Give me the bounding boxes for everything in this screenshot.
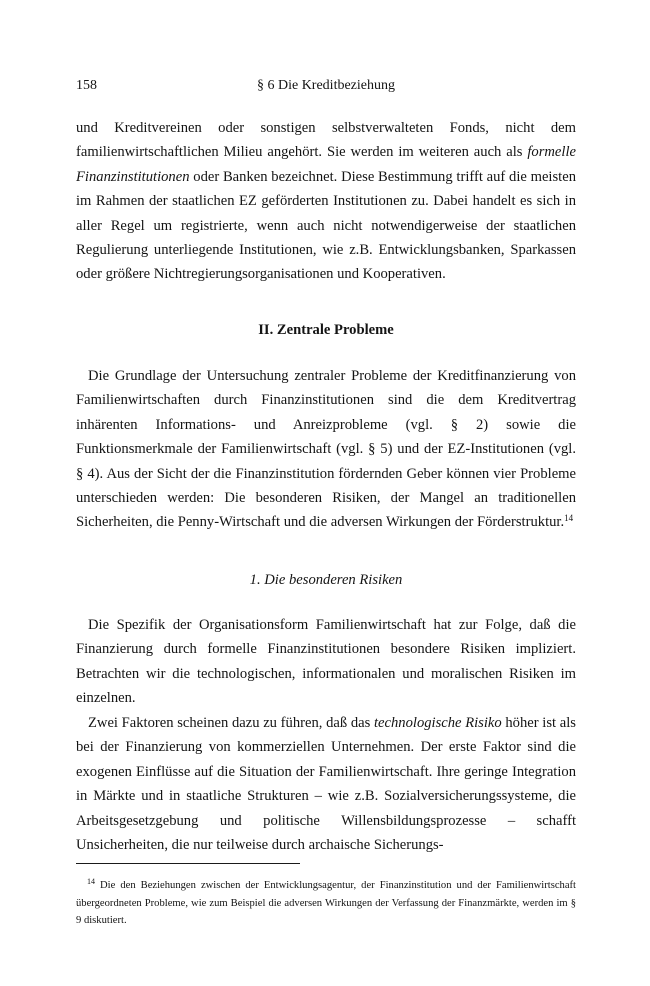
paragraph-text: höher ist als bei der Finanzierung von kommerziellen Unternehmen. Der erste Faktor sind die exogenen Einflüsse auf die Situation der Familienwirtschaft. Ihre geringe Integration in Märkte und in staatliche Strukturen – wie z.B. Sozialversicherungssysteme, die Arbeitsgesetzgebung und politische Willensbildungsprozesse – schafft Unsicherheiten, die nur teilweise durch archaische Sicherungs- (76, 715, 576, 854)
footnote-number: 14 (87, 877, 95, 886)
page-header (76, 78, 576, 98)
page-number: 158 (76, 78, 97, 93)
paragraph-text: Zwei Faktoren scheinen dazu zu führen, daß das (88, 715, 374, 731)
running-head: § 6 Die Kreditbeziehung (256, 78, 395, 93)
paragraph-problems (76, 364, 576, 535)
paragraph-continuation (76, 116, 576, 287)
paragraph-text: und Kreditvereinen oder sonstigen selbstverwalteten Fonds, nicht dem familienwirtschaftlichen Milieu angehört. Sie werden im weiteren auch als (76, 120, 576, 161)
paragraph-text: Die Grundlage der Untersuchung zentraler Probleme der Kreditfinanzierung von Familienwirtschaften durch Finanzinstitutionen sind die dem Kreditvertrag inhärenten Informations- und Anreizprobleme (vgl. § 2) sowie die Funktionsmerkmale der Familienwirtschaft (vgl. § 5) und der EZ-Institutionen (vgl. § 4). Aus der Sicht der die Finanzinstitution fördernden Geber können vier Probleme unterschieden werden: Die besonderen Risiken, der Mangel an traditionellen Sicherheiten, die Penny-Wirtschaft und die adversen Wirkungen der Förderstruktur. (76, 368, 576, 531)
footnote-divider (76, 863, 300, 864)
emphasis-term: formelle Finanzinstitutionen (76, 144, 576, 185)
footnote (76, 877, 576, 930)
paragraph-risks-intro: Die Spezifik der Organisationsform Familienwirtschaft hat zur Folge, daß die Finanzierung durch formelle Finanzinstitutionen besondere Risiken impliziert. Betrachten wir die technologischen, informationalen und moralischen Risiken im einzelnen. (76, 617, 576, 707)
emphasis-term: technologische Risiko (373, 715, 502, 731)
subsection-heading: 1. Die besonderen Risiken (249, 572, 403, 588)
footnote-text: Die den Beziehungen zwischen der Entwicklungsagentur, der Finanzinstitution und der Familienwirtschaft übergeordneten Probleme, wie zum Beispiel die adversen Wirkungen der Verfassung der Finanzmärkte, werden im § 9 diskutiert. (76, 880, 576, 927)
footnote-reference[interactable]: 14 (564, 513, 574, 524)
paragraph-technological-risk (76, 711, 576, 857)
paragraph-text: oder Banken bezeichnet. Diese Bestimmung trifft auf die meisten im Rahmen der staatlichen EZ geförderten Institutionen zu. Dabei handelt es sich in aller Regel um registrierte, wenn auch nicht notwendigerweise der staatlichen Regulierung unterliegende Institutionen, wie z.B. Entwicklungsbanken, Sparkassen oder größere Nichtregierungsorganisationen und Kooperativen. (76, 168, 576, 283)
section-heading: II. Zentrale Probleme (258, 322, 394, 338)
